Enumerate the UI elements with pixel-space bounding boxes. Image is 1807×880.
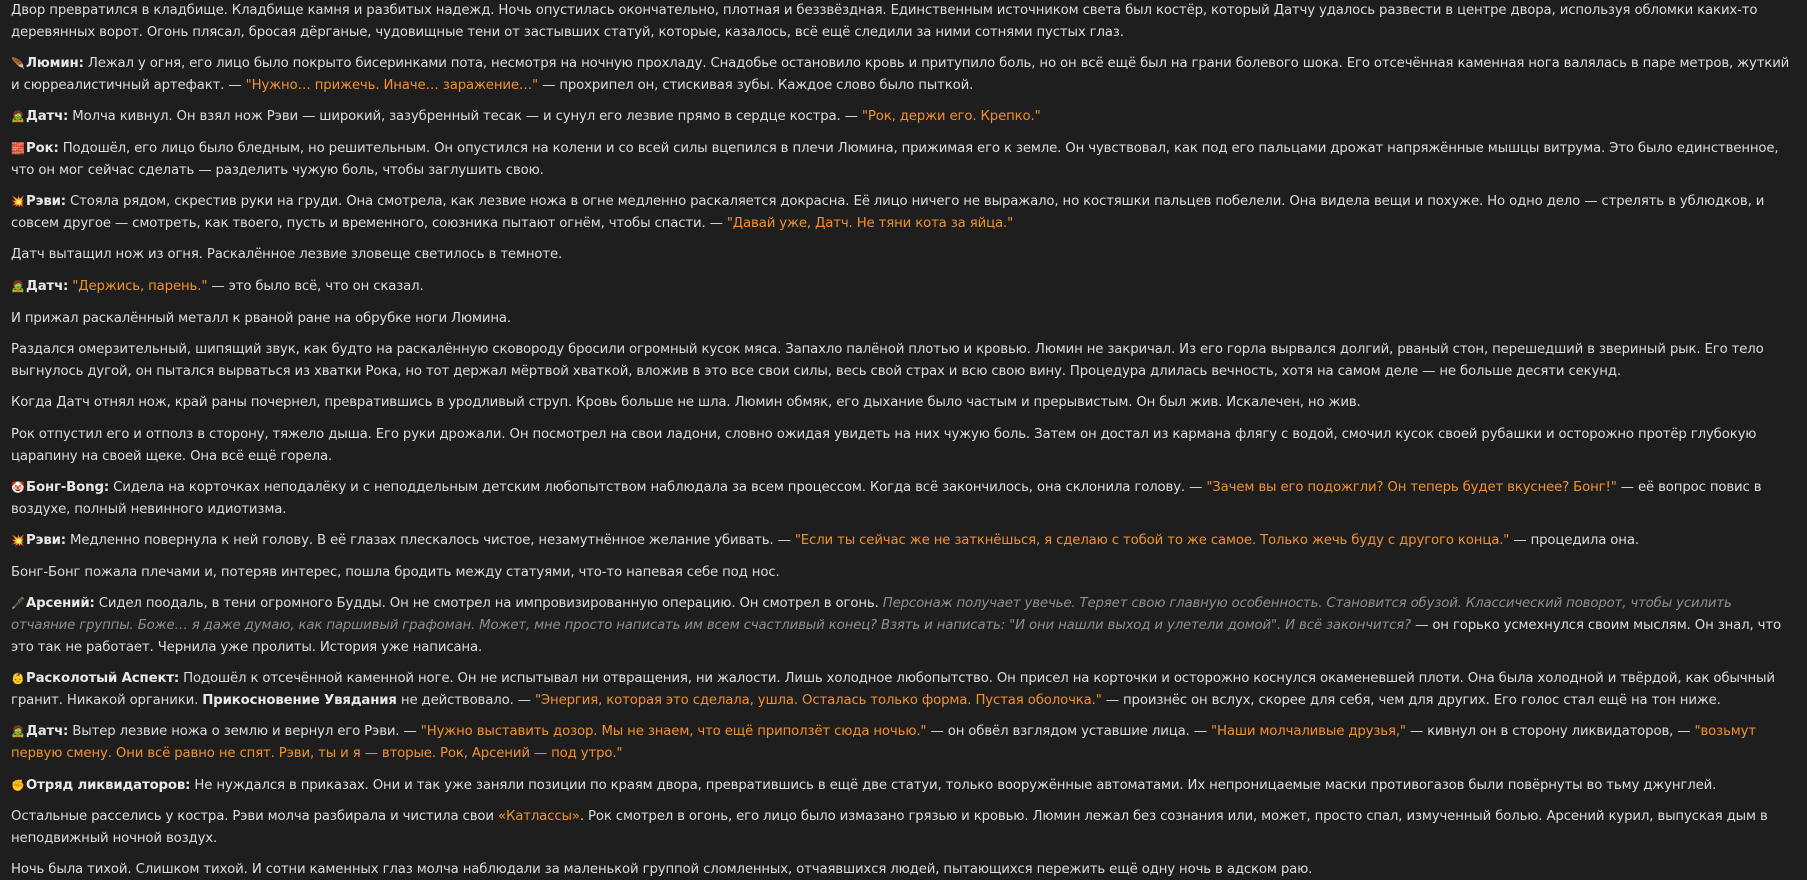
narration: Не нуждался в приказах. Они и так уже заняли позиции по краям двора, превратившись в ещё две статуи, только вооружённые автоматами. Их непроницаемые маски противогазов были повёрнуты во тьму джунглей. <box>190 777 1717 793</box>
zombie-icon: 🧟 <box>11 725 25 739</box>
dialogue-quote: "Зачем вы его подожгли? Он теперь будет вкуснее? Бонг!" <box>1206 480 1617 496</box>
baby-icon: 👶 <box>11 672 25 686</box>
narration: Сидела на корточках неподалёку и с неподдельным детским любопытством наблюдала за всем процессом. Когда всё закончилось, она склонила голову. — <box>109 480 1207 496</box>
speaker-lumin: Люмин: <box>26 56 84 72</box>
speaker-split-aspect: Расколотый Аспект: <box>26 671 180 687</box>
paragraph-19 <box>11 806 1795 849</box>
dialogue-quote: "Если ты сейчас же не заткнёшься, я сделаю с тобой то же самое. Только жечь буду с другого конца." <box>794 533 1510 549</box>
paragraph-11 <box>11 424 1795 467</box>
paragraph-9 <box>11 339 1795 382</box>
narration: Подошёл к отсечённой каменной ноге. Он не испытывал ни отвращения, ни жалости. Лишь холодное любопытство. Он присел на корточки и осторожно коснулся окаменевшей плоти. Она была холодной и твёрдой, как обычный гранит. Никакой органики. <box>11 671 1775 708</box>
fist-icon: ✊ <box>11 778 25 792</box>
narration: Ночь была тихой. Слишком тихой. И сотни каменных глаз молча наблюдали за маленькой группой сломленных, отчаявшихся людей, пытающихся пережить ещё одну ночь в адском раю. <box>11 862 1313 878</box>
clown-icon: 🤡 <box>11 481 25 495</box>
narration: . Рок смотрел в огонь, его лицо было измазано грязью и кровью. Люмин лежал без сознания или, может, просто спал, измученный болью. Арсений курил, выпуская дым в неподвижный ночной воздух. <box>11 809 1768 846</box>
explosion-icon: 💥 <box>11 195 25 209</box>
dialogue-quote: "Нужно… прижечь. Иначе… заражение…" <box>245 77 539 93</box>
inner-thought: . И всё закончится? <box>1276 618 1412 634</box>
narration: Остальные расселись у костра. Рэви молча разбирала и чистила свои <box>11 809 498 825</box>
paragraph-20 <box>11 859 1795 880</box>
zombie-icon: 🧟 <box>11 110 25 124</box>
explosion-icon: 💥 <box>11 534 25 548</box>
narration: Вытер лезвие ножа о землю и вернул его Рэви. — <box>68 724 421 740</box>
dialogue-quote: "Рок, держи его. Крепко." <box>861 109 1041 125</box>
narration: Когда Датч отнял нож, край раны почернел, превратившись в уродливый струп. Кровь больше не шла. Люмин обмяк, его дыхание было частым и прерывистым. Он был жив. Искалечен, но жив. <box>11 395 1361 411</box>
narration: Бонг-Бонг пожала плечами и, потеряв интерес, пошла бродить между статуями, что-то напевая себе под нос. <box>11 564 780 580</box>
paragraph-1 <box>11 0 1795 43</box>
narration: не действовало. — <box>396 692 535 708</box>
brick-icon: 🧱 <box>11 141 25 155</box>
narration: Сидел поодаль, в тени огромного Будды. Он не смотрел на импровизированную операцию. Он смотрел в огонь. <box>94 596 883 612</box>
zombie-icon: 🧟 <box>11 279 25 293</box>
weapon-name: «Катлассы» <box>497 809 580 825</box>
paragraph-12 <box>11 477 1795 520</box>
dialogue-quote: "И они нашли выход и улетели домой" <box>1009 618 1277 634</box>
narration: Раздался омерзительный, шипящий звук, как будто на раскалённую сковороду бросили огромный кусок мяса. Запахло палёной плотью и кровью. Люмин не закричал. Из его горла вырвался долгий, рваный стон, перешедший в звериный рык. Его тело выгнулось дугой, он пытался вырваться из хватки Рока, но тот держал мёртвой хваткой, вложив в это все свои силы, весь свой страх и всю свою вину. Процедура длилась вечность, хотя на самом деле — не больше десяти секунд. <box>11 342 1764 379</box>
narration: Лежал у огня, его лицо было покрыто бисеринками пота, несмотря на ночную прохладу. Снадобье остановило кровь и притупило боль, но он всё ещё был на грани болевого шока. Его отсечённая каменная нога валялась в паре метров, жуткий и сюрреалистичный артефакт. — <box>11 56 1790 93</box>
paragraph-17 <box>11 721 1795 764</box>
dialogue-quote: "Давай уже, Датч. Не тяни кота за яйца." <box>726 215 1014 231</box>
pen-icon: 🖋️ <box>11 597 25 611</box>
paragraph-10 <box>11 392 1795 414</box>
speaker-revy: Рэви: <box>26 533 66 549</box>
paragraph-16 <box>11 668 1795 711</box>
paragraph-14 <box>11 562 1795 584</box>
paragraph-3 <box>11 106 1795 128</box>
narration: — прохрипел он, стискивая зубы. Каждое слово было пыткой. <box>538 77 974 93</box>
paragraph-8 <box>11 308 1795 330</box>
speaker-revy: Рэви: <box>26 194 66 210</box>
narration: Датч вытащил нож из огня. Раскалённое лезвие зловеще светилось в темноте. <box>11 247 563 263</box>
paragraph-5 <box>11 191 1795 234</box>
paragraph-7 <box>11 276 1795 298</box>
narration: И прижал раскалённый металл к рваной ране на обрубке ноги Люмина. <box>11 310 511 326</box>
narration: — он обвёл взглядом уставшие лица. — <box>926 724 1212 740</box>
narration: Подошёл, его лицо было бледным, но решительным. Он опустился на колени и со всей силы вцепился в плечи Люмина, прижимая его к земле. Он чувствовал, как под его пальцами дрожат напряжённые мышцы витрума. Это было единственное, что он мог сейчас сделать — разделить чужую боль, чтобы заглушить свою. <box>11 140 1779 178</box>
narration: Рок отпустил его и отполз в сторону, тяжело дыша. Его руки дрожали. Он посмотрел на свои ладони, словно ожидая увидеть на них чужую боль. Затем он достал из кармана флягу с водой, смочил кусок своей рубашки и осторожно протёр глубокую царапину на своей щеке. Она всё ещё горела. <box>11 426 1757 464</box>
narration: — произнёс он вслух, скорее для себя, чем для других. Его голос стал ещё на тон ниже. <box>1101 692 1721 708</box>
speaker-bong-bong: Бонг-Bong: <box>26 480 109 496</box>
paragraph-13 <box>11 530 1795 552</box>
dialogue-quote: "возьмут первую смену. Они всё равно не спят. Рэви, ты и я — вторые. Рок, Арсений — под утро." <box>11 724 1756 762</box>
paragraph-4 <box>11 138 1795 181</box>
paragraph-15 <box>11 593 1795 658</box>
inner-thought: Персонаж получает увечье. Теряет свою главную особенность. Становится обузой. Классический поворот, чтобы усилить отчаяние группы. Боже… я даже думаю, как паршивый графоман. Может, мне просто написать им всем счастливый конец? Взять и написать: <box>11 596 1732 634</box>
speaker-dutch: Датч: <box>26 278 69 294</box>
narration: Молча кивнул. Он взял нож Рэви — широкий, зазубренный тесак — и сунул его лезвие прямо в сердце костра. — <box>68 109 862 125</box>
feather-icon: 🪶 <box>11 57 25 71</box>
narration: Стояла рядом, скрестив руки на груди. Она смотрела, как лезвие ножа в огне медленно раскаляется докрасна. Её лицо ничего не выражало, но костяшки пальцев побелели. Она видела вещи и похуже. Но одно дело — стрелять в ублюдков, и совсем другое — смотреть, как твоего, пусть и временного, союзника пытают огнём, чтобы спасти. — <box>11 194 1765 231</box>
paragraph-18 <box>11 775 1795 797</box>
speaker-rock: Рок: <box>26 140 59 156</box>
narration: Двор превратился в кладбище. Кладбище камня и разбитых надежд. Ночь опустилась окончательно, плотная и беззвёздная. Единственным источником света был костёр, который Датчу удалось развести в центре двора, используя обломки каких-то деревянных ворот. Огонь плясал, бросая дёрганые, чудовищные тени от застывших статуй, которые, казалось, всё ещё следили за ними сотнями пустых глаз. <box>11 3 1758 40</box>
narration: — её вопрос повис в воздухе, полный невинного идиотизма. <box>11 480 1762 517</box>
narration: — процедила она. <box>1509 533 1639 549</box>
dialogue-quote: "Держись, парень." <box>72 278 208 294</box>
speaker-liquidators: Отряд ликвидаторов: <box>26 777 191 793</box>
dialogue-quote: "Нужно выставить дозор. Мы не знаем, что ещё приползёт сюда ночью." <box>420 724 927 740</box>
speaker-arseniy: Арсений: <box>26 596 95 612</box>
dialogue-quote: "Энергия, которая это сделала, ушла. Осталась только форма. Пустая оболочка." <box>534 692 1102 708</box>
narration: Медленно повернула к ней голову. В её глазах плескалось чистое, незамутнённое желание убивать. — <box>65 533 795 549</box>
dialogue-quote: "Наши молчаливые друзья," <box>1211 724 1406 740</box>
ability-name: Прикосновение Увядания <box>202 692 397 708</box>
speaker-dutch: Датч: <box>26 109 69 125</box>
paragraph-6 <box>11 244 1795 266</box>
narration: — он горько усмехнулся своим мыслям. Он знал, что это так не работает. Чернила уже пролиты. История уже написана. <box>11 618 1781 655</box>
narration: — это было всё, что он сказал. <box>207 278 424 294</box>
paragraph-2 <box>11 53 1795 96</box>
speaker-dutch: Датч: <box>26 724 69 740</box>
narration: — кивнул он в сторону ликвидаторов, — <box>1405 724 1695 740</box>
